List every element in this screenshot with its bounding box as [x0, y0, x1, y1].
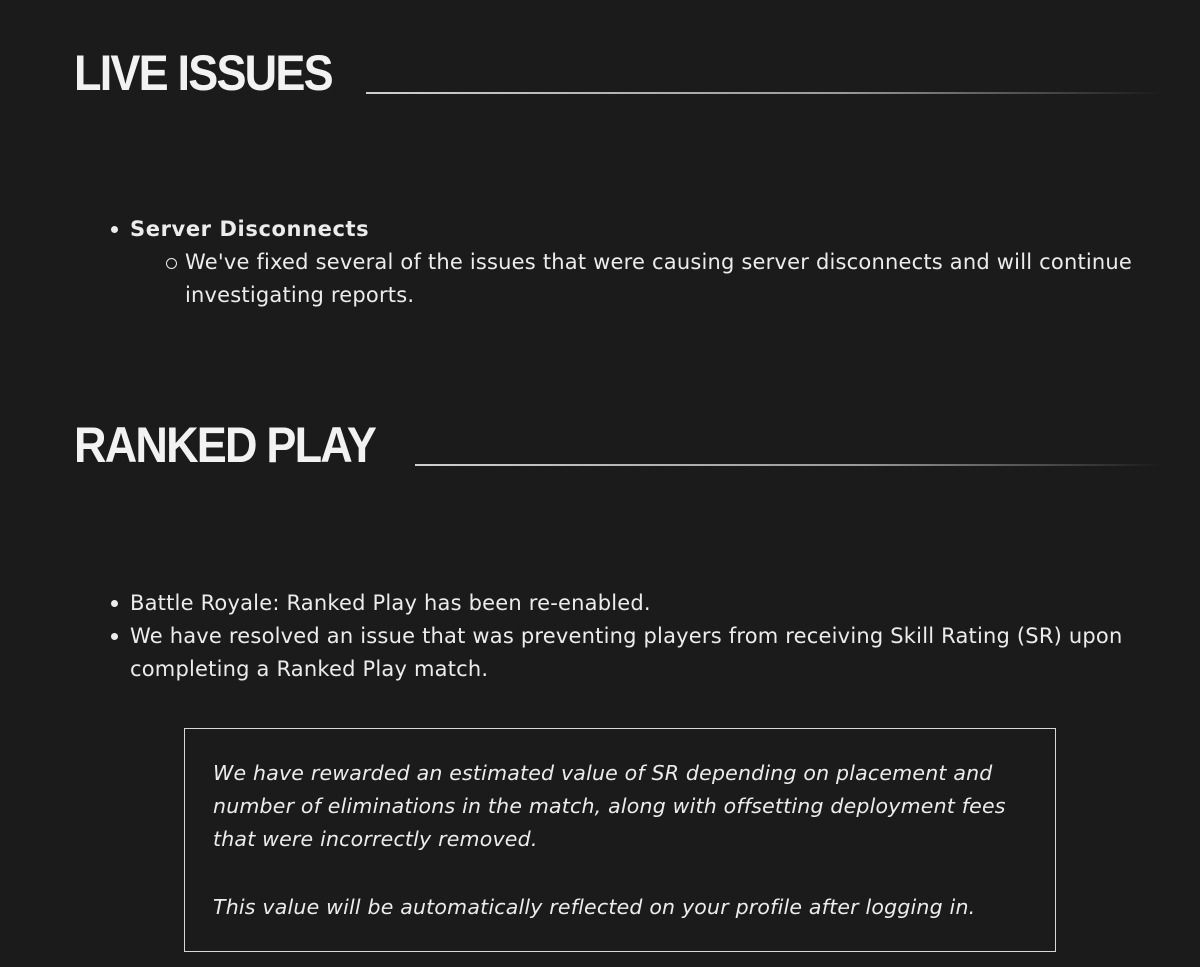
- section-title-ranked-play: RANKED PLAY: [74, 417, 376, 473]
- ranked-play-list: [130, 587, 1170, 686]
- section-divider: [415, 464, 1160, 466]
- live-issues-header: [74, 45, 1160, 101]
- list-item-title: Server Disconnects: [130, 217, 370, 241]
- ranked-play-header: [74, 417, 1160, 473]
- sub-list: [185, 246, 1170, 312]
- list-item: Battle Royale: Ranked Play has been re-enabled.: [130, 587, 1170, 620]
- list-item: We have resolved an issue that was preventing players from receiving Skill Rating (SR) upon completing a Ranked Play match.: [130, 620, 1170, 686]
- live-issues-list: [130, 213, 1170, 312]
- section-divider: [366, 92, 1160, 94]
- notice-box: [184, 728, 1056, 952]
- notice-paragraph: We have rewarded an estimated value of SR depending on placement and number of eliminations in the match, along with offsetting deployment fees that were incorrectly removed.: [213, 761, 1006, 851]
- sub-list-item: We've fixed several of the issues that were causing server disconnects and will continue investigating reports.: [185, 246, 1170, 312]
- section-title-live-issues: LIVE ISSUES: [74, 45, 332, 101]
- list-item: [130, 213, 1170, 312]
- notice-paragraph: This value will be automatically reflected on your profile after logging in.: [213, 895, 976, 919]
